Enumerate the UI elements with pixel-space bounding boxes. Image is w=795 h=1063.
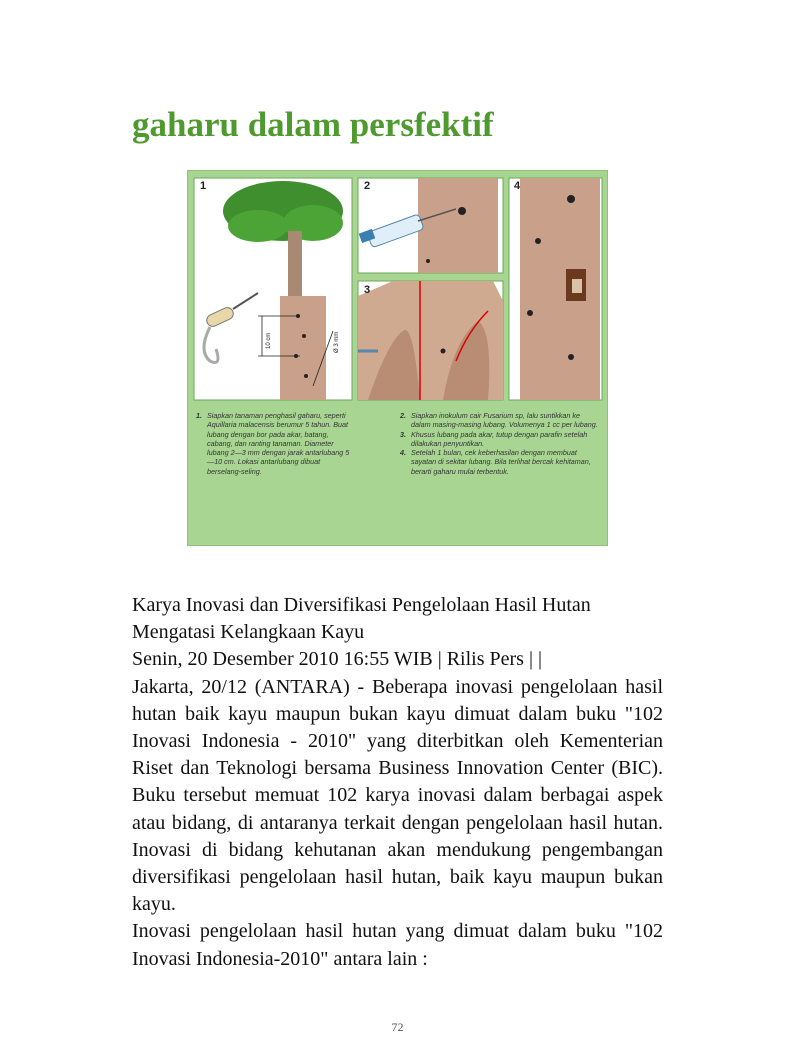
panel-4-trunk: [520, 178, 600, 400]
panel-3-label: 3: [364, 284, 371, 296]
panel-4-label: 4: [514, 180, 521, 192]
article-paragraph-1: Jakarta, 20/12 (ANTARA) - Beberapa inovasi pengelolaan hasil hutan baik kayu maupun bukan kayu dimuat dalam buku "102 Inovasi Indonesia - 2010" yang diterbitkan oleh Kementerian Riset dan Teknologi bersama Business Innovation Center (BIC). Buku tersebut memuat 102 karya inovasi dalam berbagai aspek atau bidang, di antaranya terkait dengan pengelolaan hasil hutan. Inovasi di bidang kehutanan akan mendukung pengembangan diversifikasi pengelolaan hasil hutan, baik kayu maupun bukan kayu.: [132, 675, 663, 916]
steps-left-list: [196, 411, 354, 476]
article-paragraph-2: Inovasi pengelolaan hasil hutan yang dimuat dalam buku "102 Inovasi Indonesia-2010" antara lain :: [132, 920, 663, 970]
page-heading: gaharu dalam persfektif: [132, 105, 494, 144]
label-10cm: 10 cm: [266, 332, 272, 349]
step-text: Siapkan tanaman penghasil gaharu, seperti Aquillaria malacensis berumur 5 tahun. Buat lubang dengan bor pada akar, batang, cabang, dan ranting tanaman. Diameter lubang 2—3 mm dengan jarak antarlubang 5—10 cm. Lokasi antarlubang dibuat berselang-seling.: [207, 411, 350, 476]
article-body: [132, 592, 663, 973]
step-item: [400, 448, 600, 476]
step-number: 1.: [196, 411, 202, 420]
article-title-line-2: Mengatasi Kelangkaan Kayu: [132, 621, 365, 644]
step-text: Siapkan inokulum cair Fusarium sp, lalu suntikkan ke dalam masing-masing lubang. Volumenya 1 cc per lubang.: [411, 411, 598, 430]
step-number: 3.: [400, 429, 406, 439]
step-number: 4.: [400, 448, 406, 458]
panel-2-hole: [458, 207, 466, 215]
panel-2-trunk: [418, 178, 498, 273]
step-text: Setelah 1 bulan, cek keberhasilan dengan membuat sayatan di sekitar lubang. Bila terlihat bercak kehitaman, berarti gaharu mulai terbentuk.: [411, 448, 591, 476]
step-text: Khusus lubang pada akar, tutup dengan parafin setelah dilakukan penyuntikan.: [411, 429, 588, 448]
page-number: 72: [391, 1020, 404, 1034]
step-item: [196, 411, 354, 476]
steps-right-list: [400, 411, 600, 476]
panel-2-label: 2: [364, 180, 371, 192]
figure-illustration: [188, 171, 609, 547]
label-diameter: Ø 3 mm: [334, 331, 340, 353]
article-title-line-1: Karya Inovasi dan Diversifikasi Pengelolaan Hasil Hutan: [132, 594, 591, 616]
panel-1-label: 1: [200, 180, 207, 192]
step-item: [400, 430, 600, 449]
article-meta: Senin, 20 Desember 2010 16:55 WIB | Rilis Pers | |: [132, 648, 542, 671]
step-item: [400, 411, 600, 430]
gaharu-inoculation-figure: [187, 170, 608, 546]
step-number: 2.: [400, 411, 406, 420]
tree-trunk-illustration: [280, 296, 326, 400]
